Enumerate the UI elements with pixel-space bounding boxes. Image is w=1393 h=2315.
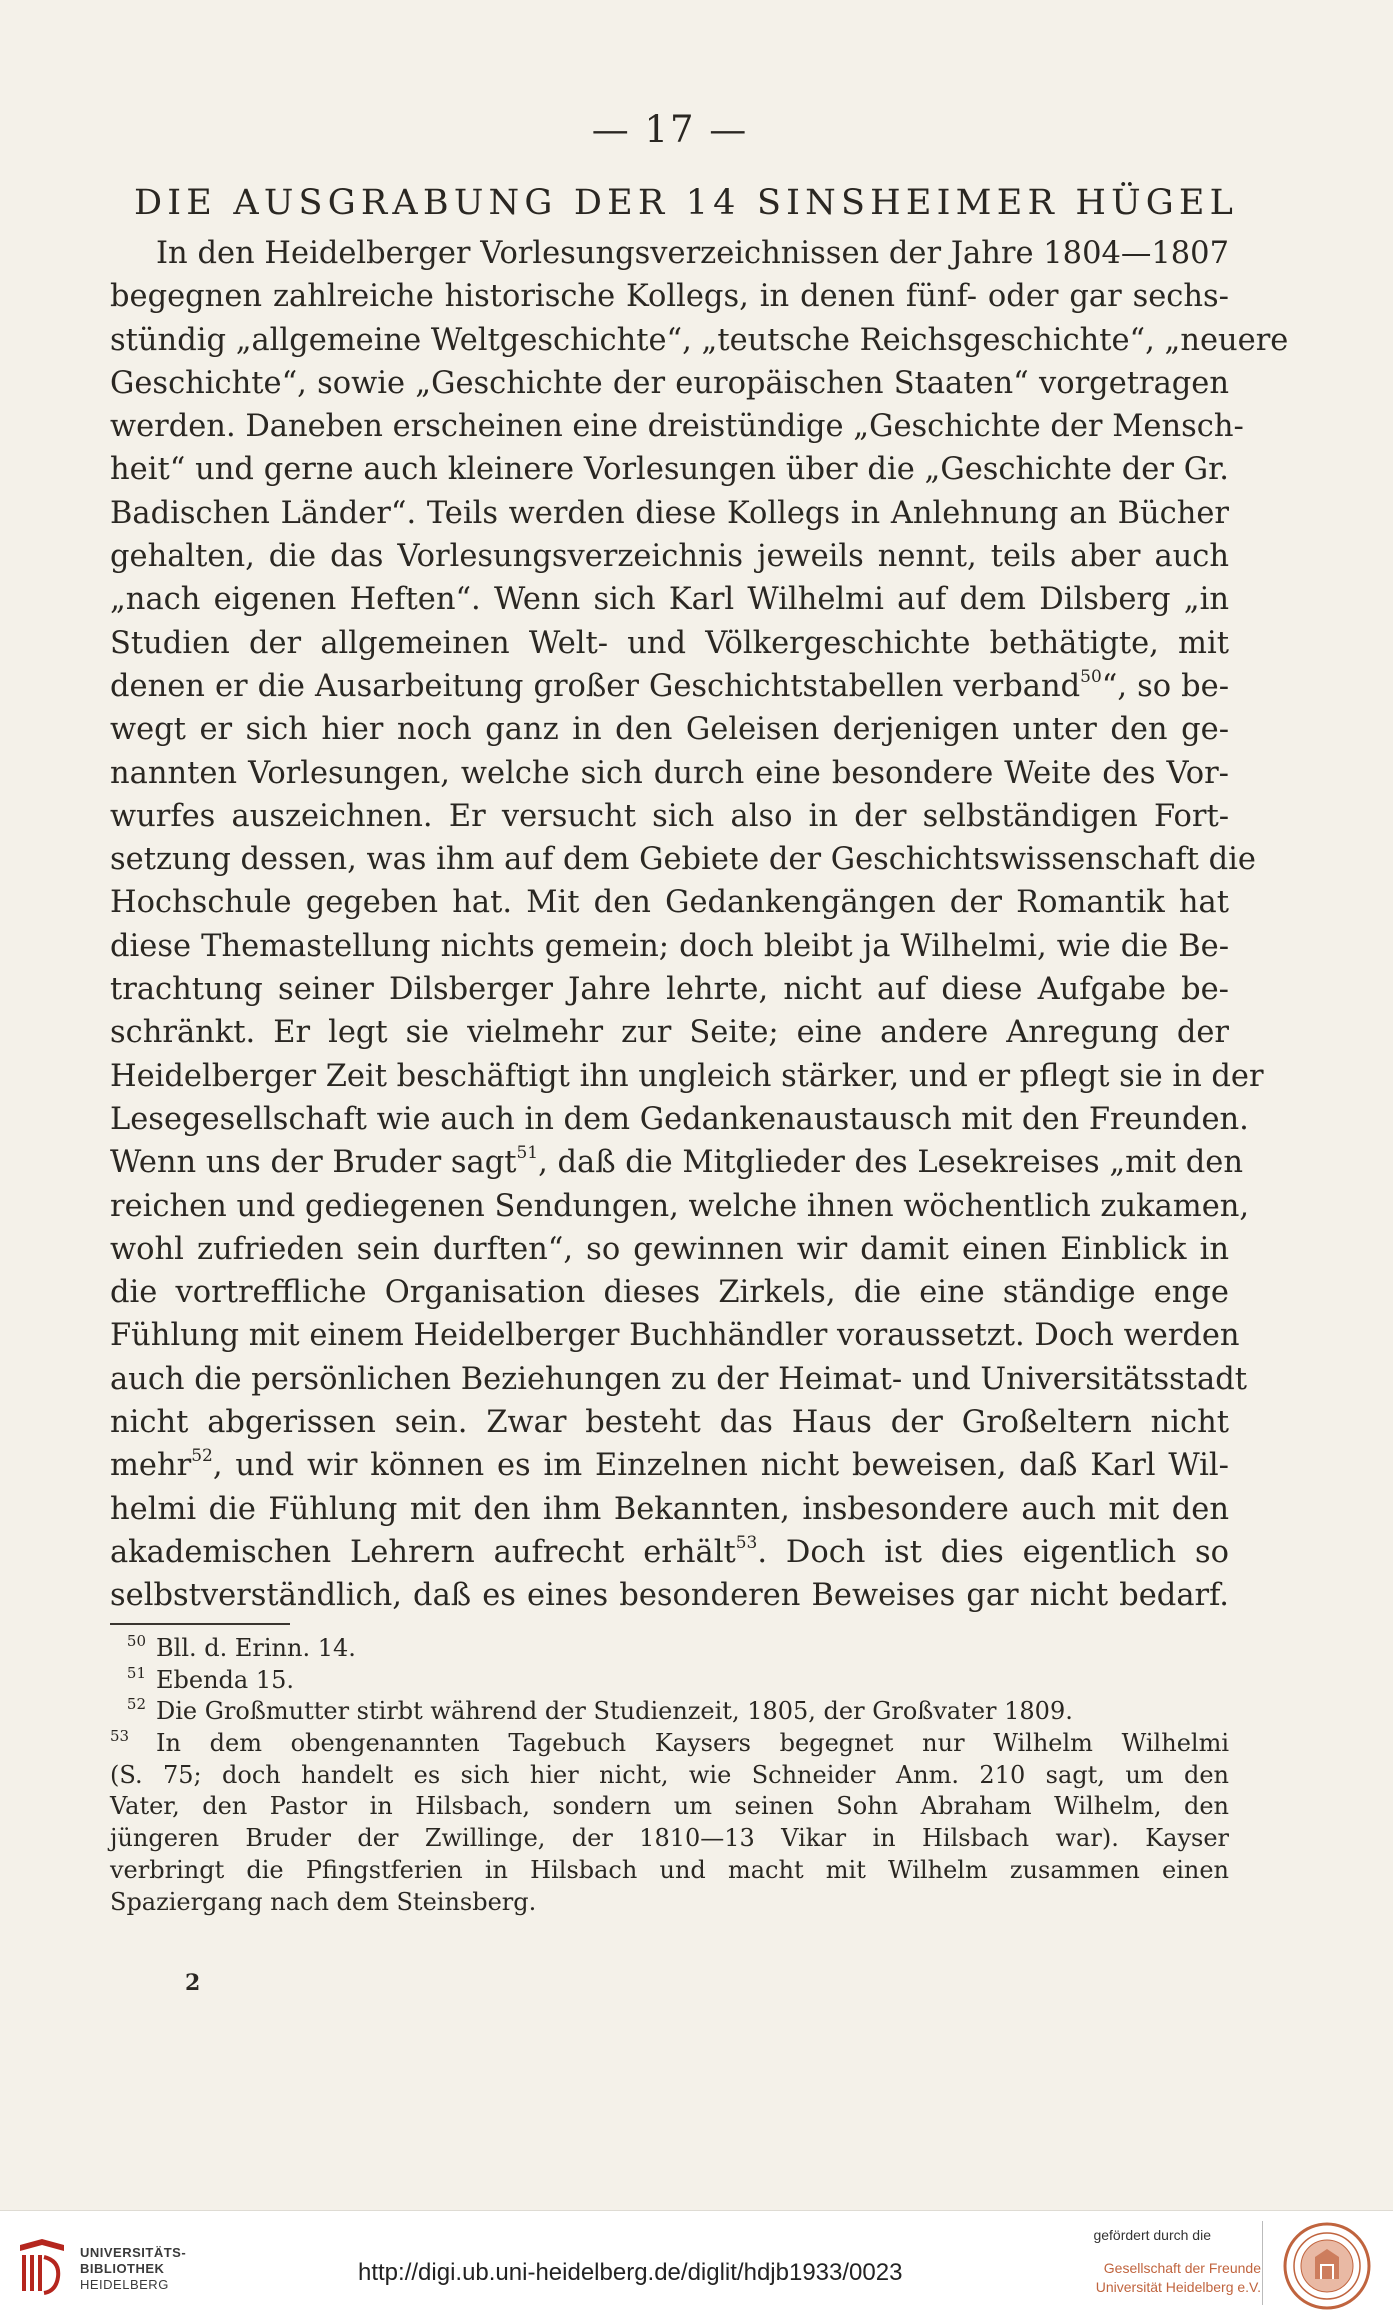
footnote-line: (S. 75; doch handelt es sich hier nicht, wie Schneider Anm. 210 sagt, um den	[110, 1760, 1229, 1789]
library-name	[80, 2245, 186, 2293]
text-line: Geschichte“, sowie „Geschichte der europäischen Staaten“ vorgetragen	[110, 365, 1229, 401]
footnote-text: In dem obengenannten Tagebuch Kaysers begegnet nur Wilhelm Wilhelmi	[156, 1729, 1229, 1758]
text-line: reichen und gediegenen Sendungen, welche ihnen wöchentlich zukamen,	[110, 1188, 1250, 1224]
text-line: stündig „allgemeine Weltgeschichte“, „teutsche Reichsgeschichte“, „neuere	[110, 322, 1289, 358]
sponsor-line: Gesellschaft der Freunde	[1103, 2260, 1261, 2276]
text-line: heit“ und gerne auch kleinere Vorlesungen über die „Geschichte der Gr.	[110, 452, 1229, 488]
footnote-50: 50 Bll. d. Erinn. 14.	[126, 1632, 356, 1662]
digitization-footer	[0, 2210, 1393, 2315]
footnote-line: Vater, den Pastor in Hilsbach, sondern um seinen Sohn Abraham Wilhelm, den	[110, 1792, 1229, 1821]
library-name-line: UNIVERSITÄTS-	[80, 2245, 187, 2260]
library-name-line: BIBLIOTHEK	[80, 2261, 165, 2276]
footer-divider	[1262, 2221, 1263, 2305]
chapter-heading: DIE AUSGRABUNG DER 14 SINSHEIMER HÜGEL	[134, 183, 1239, 223]
sponsor-name[interactable]	[1096, 2259, 1261, 2297]
text-line: Heidelberger Zeit beschäftigt ihn ungleich stärker, und er pflegt sie in der	[110, 1058, 1264, 1094]
footnote-text: Die Großmutter stirbt während der Studienzeit, 1805, der Großvater 1809.	[156, 1697, 1073, 1726]
text-line: auch die persönlichen Beziehungen zu der Heimat- und Universitätsstadt	[110, 1361, 1248, 1397]
text-line: die vortreffliche Organisation dieses Zirkels, die eine ständige enge	[110, 1275, 1229, 1311]
text-line	[110, 1141, 1243, 1184]
footnote-text: Ebenda 15.	[156, 1665, 295, 1694]
footnote-53: 53 In dem obengenannten Tagebuch Kaysers begegnet nur Wilhelm Wilhelmi	[110, 1727, 1229, 1758]
text-line: Fühlung mit einem Heidelberger Buchhändler voraussetzt. Doch werden	[110, 1318, 1240, 1354]
permalink-url[interactable]: http://digi.ub.uni-heidelberg.de/diglit/hdjb1933/0023	[358, 2259, 903, 2286]
text-line: nannten Vorlesungen, welche sich durch eine besondere Weite des Vor-	[110, 755, 1229, 791]
university-seal-icon[interactable]	[1282, 2221, 1372, 2311]
footnote-divider	[110, 1623, 290, 1625]
text-line: wohl zufrieden sein durften“, so gewinnen wir damit einen Einblick in	[110, 1231, 1229, 1267]
text-line: werden. Daneben erscheinen eine dreistündige „Geschichte der Mensch-	[110, 409, 1244, 445]
library-logo-icon[interactable]	[14, 2237, 70, 2297]
text-line	[110, 665, 1229, 708]
text-segment: akademischen Lehrern aufrecht erhält	[110, 1534, 736, 1570]
text-line	[110, 1531, 1229, 1574]
text-line: gehalten, die das Vorlesungsverzeichnis jeweils nennt, teils aber auch	[110, 539, 1229, 575]
text-line: helmi die Fühlung mit den ihm Bekannten, insbesondere auch mit den	[110, 1491, 1229, 1527]
sponsor-line: Universität Heidelberg e.V.	[1095, 2279, 1261, 2295]
text-line: „nach eigenen Heften“. Wenn sich Karl Wilhelmi auf dem Dilsberg „in	[110, 582, 1229, 618]
text-segment: denen er die Ausarbeitung großer Geschichtstabellen verband	[110, 668, 1081, 704]
text-segment: . Doch ist dies eigentlich so	[757, 1534, 1230, 1570]
body-paragraph	[110, 232, 1289, 1618]
footnote-ref-51[interactable]: 51	[516, 1143, 539, 1164]
footnotes	[110, 1633, 1229, 1918]
text-line: Badischen Länder“. Teils werden diese Kollegs in Anlehnung an Bücher	[110, 495, 1229, 531]
signature-mark: 2	[185, 1970, 201, 1996]
footnote-line: Spaziergang nach dem Steinsberg.	[110, 1887, 537, 1916]
text-line: selbstverständlich, daß es eines besonderen Beweises gar nicht bedarf.	[110, 1578, 1229, 1614]
text-segment: , daß die Mitglieder des Lesekreises „mit den	[538, 1145, 1243, 1181]
text-line: Hochschule gegeben hat. Mit den Gedankengängen der Romantik hat	[110, 885, 1229, 921]
text-line: wegt er sich hier noch ganz in den Geleisen derjenigen unter den ge-	[110, 712, 1229, 748]
footnote-line: verbringt die Pfingstferien in Hilsbach und macht mit Wilhelm zusammen einen	[110, 1855, 1229, 1884]
footnote-line: jüngeren Bruder der Zwillinge, der 1810—13 Vikar in Hilsbach war). Kayser	[110, 1824, 1229, 1853]
text-line: nicht abgerissen sein. Zwar besteht das Haus der Großeltern nicht	[110, 1405, 1229, 1441]
text-line: trachtung seiner Dilsberger Jahre lehrte, nicht auf diese Aufgabe be-	[110, 972, 1229, 1008]
text-line: wurfes auszeichnen. Er versucht sich also in der selbständigen Fort-	[110, 798, 1229, 834]
text-segment: mehr	[110, 1448, 192, 1484]
library-name-line: HEIDELBERG	[80, 2277, 169, 2292]
page-number: — 17 —	[591, 108, 749, 151]
text-line: Studien der allgemeinen Welt- und Völkergeschichte bethätigte, mit	[110, 625, 1229, 661]
footnote-51: 51 Ebenda 15.	[126, 1663, 295, 1694]
text-line: In den Heidelberger Vorlesungsverzeichnissen der Jahre 1804—1807	[156, 236, 1229, 271]
text-line: begegnen zahlreiche historische Kollegs, in denen fünf- oder gar sechs-	[110, 279, 1229, 315]
footnote-text: Bll. d. Erinn. 14.	[156, 1634, 356, 1662]
footnote-ref-50[interactable]: 50	[1080, 666, 1102, 687]
text-segment: , und wir können es im Einzelnen nicht beweisen, daß Karl Wil-	[212, 1448, 1229, 1484]
text-line: setzung dessen, was ihm auf dem Gebiete der Geschichtswissenschaft die	[110, 842, 1256, 878]
text-line: schränkt. Er legt sie vielmehr zur Seite; eine andere Anregung der	[110, 1015, 1229, 1051]
footnote-ref-53[interactable]: 53	[735, 1532, 758, 1553]
footnote-52: 52 Die Großmutter stirbt während der Studienzeit, 1805, der Großvater 1809.	[126, 1695, 1073, 1726]
text-line: Lesegesellschaft wie auch in dem Gedankenaustausch mit den Freunden.	[110, 1101, 1249, 1137]
text-segment: Wenn uns der Bruder sagt	[110, 1145, 517, 1181]
text-line: diese Themastellung nichts gemein; doch bleibt ja Wilhelmi, wie die Be-	[110, 928, 1229, 964]
text-segment: “, so be-	[1101, 668, 1230, 704]
text-line	[110, 1444, 1229, 1487]
footnote-ref-52[interactable]: 52	[191, 1446, 213, 1467]
sponsor-label: gefördert durch die	[1093, 2227, 1211, 2243]
